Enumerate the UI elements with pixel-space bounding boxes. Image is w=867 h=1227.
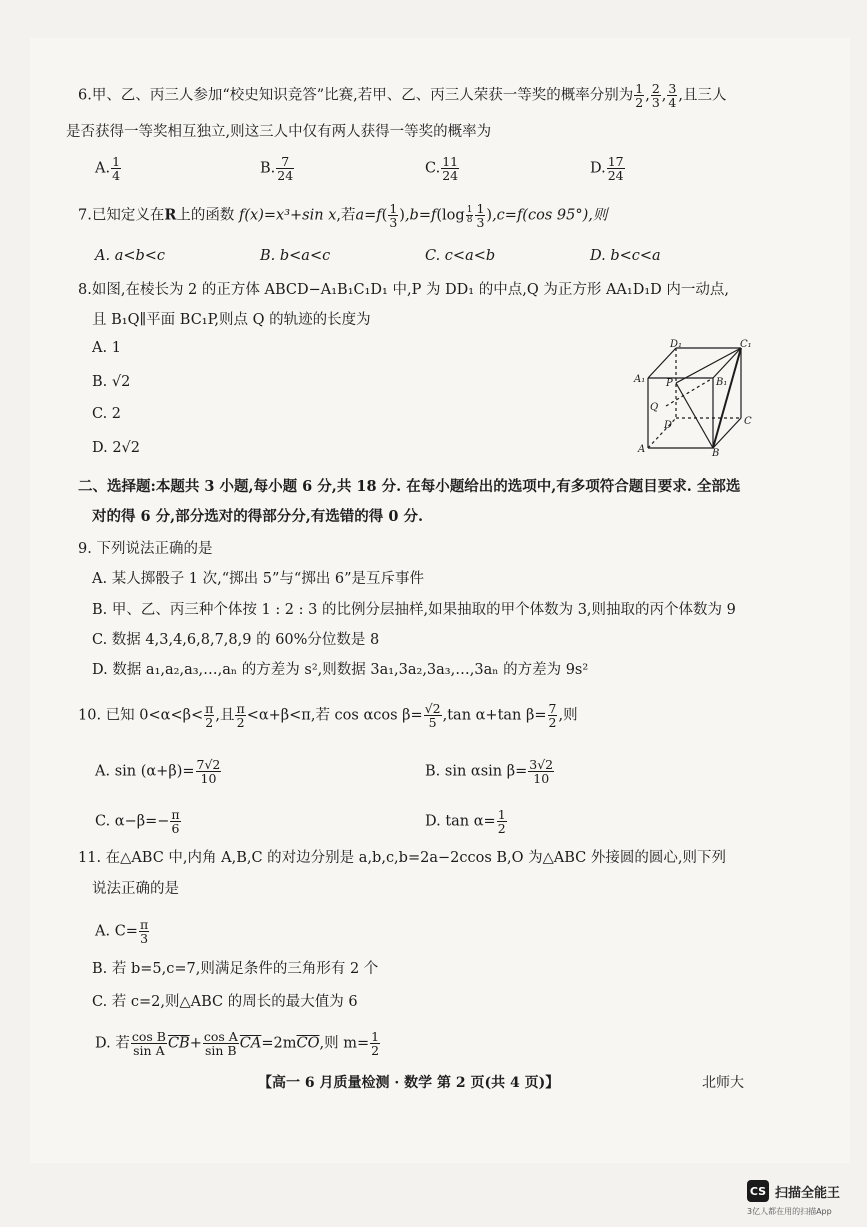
label-d1: D₁ xyxy=(670,339,683,350)
page-footer: 【高一 6 月质量检测 · 数学 第 2 页(共 4 页)】 xyxy=(258,1075,560,1091)
q10-option-b: B. sin αsin β= $\frac{3√2}{10}$ xyxy=(425,757,554,787)
q10-option-a: A. sin (α+β)= $\frac{7√2}{10}$ xyxy=(95,757,221,787)
label-c: C xyxy=(744,416,752,427)
q10-option-c: C. α−β=− $\frac{\pi}{6}$ xyxy=(95,807,180,837)
section2-line1: 二、选择题:本题共 3 小题,每小题 6 分,共 18 分. 在每小题给出的选项中,有多项符合题目要求. 全部选 xyxy=(78,478,741,495)
label-p: P xyxy=(666,378,673,389)
q11-option-b: B. 若 b=5,c=7,则满足条件的三角形有 2 个 xyxy=(92,961,379,977)
q6-frac1: $\frac{1}{2}$ xyxy=(635,81,644,111)
label-a: A xyxy=(638,444,646,455)
scanner-app-name: 扫描全能王 xyxy=(775,1185,841,1201)
section2-line2: 对的得 6 分,部分选对的得部分分,有选错的得 0 分. xyxy=(92,508,424,525)
q9-stem: 9. 下列说法正确的是 xyxy=(78,541,213,557)
q9-option-a: A. 某人掷骰子 1 次,“掷出 5”与“掷出 6”是互斥事件 xyxy=(92,571,425,587)
q7-option-a: A. a<b<c xyxy=(95,248,166,264)
q9-option-b: B. 甲、乙、丙三种个体按 1 : 2 : 3 的比例分层抽样,如果抽取的甲个体数为 3,则抽取的丙个体数为 9 xyxy=(92,602,736,618)
q8-option-b: B. √2 xyxy=(92,374,131,390)
q8-stem-line1: 8.如图,在棱长为 2 的正方体 ABCD−A₁B₁C₁D₁ 中,P 为 DD₁ 的中点,Q 为正方形 AA₁D₁D 内一动点, xyxy=(78,282,729,298)
q7-option-d: D. b<c<a xyxy=(590,248,661,264)
q7-stem: 7.已知定义在R上的函数 f(x)=x³+sin x,若a=f( $\frac{1}{3}$ ),b=f(log $\frac{1}{8}$ $\frac{1}{3}$ ),c=f(cos 95°),则 xyxy=(78,201,608,231)
q11-stem-line1: 11. 在△ABC 中,内角 A,B,C 的对边分别是 a,b,c,b=2a−2ccos B,O 为△ABC 外接圆的圆心,则下列 xyxy=(78,850,726,866)
label-c1: C₁ xyxy=(740,339,752,350)
q6-stem-line2: 是否获得一等奖相互独立,则这三人中仅有两人获得一等奖的概率为 xyxy=(66,124,492,140)
q6-option-d: D. $\frac{17}{24}$ xyxy=(590,154,624,184)
q9-option-d: D. 数据 a₁,a₂,a₃,…,aₙ 的方差为 s²,则数据 3a₁,3a₂,3a₃,…,3aₙ 的方差为 9s² xyxy=(92,662,589,678)
scanner-tagline: 3亿人都在用的扫描App xyxy=(747,1207,832,1216)
camscanner-logo-icon: CS xyxy=(747,1180,769,1202)
q10-option-d: D. tan α= $\frac{1}{2}$ xyxy=(425,807,506,837)
footer-edition: 北师大 xyxy=(702,1075,744,1091)
label-q: Q xyxy=(650,402,659,413)
q6-option-a: A. $\frac{1}{4}$ xyxy=(95,154,121,184)
q6-option-c: C. $\frac{11}{24}$ xyxy=(425,154,459,184)
cube-figure xyxy=(628,338,758,458)
q9-option-c: C. 数据 4,3,4,6,8,7,8,9 的 60%分位数是 8 xyxy=(92,632,380,648)
q7-option-b: B. b<a<c xyxy=(260,248,331,264)
label-b: B xyxy=(712,448,720,458)
q8-option-c: C. 2 xyxy=(92,406,122,422)
label-a1: A₁ xyxy=(634,374,646,385)
scanner-watermark xyxy=(747,1180,840,1202)
q10-stem: 10. 已知 0<α<β< $\frac{\pi}{2}$ ,且 $\frac{\pi}{2}$ <α+β<π,若 cos αcos β= $\frac{√2}{5}$ ,tan α+tan β= $\frac{7}{2}$ ,则 xyxy=(78,701,578,731)
q11-option-d: D. 若 $\frac{\text{cos B}}{\text{sin A}}$ $\overline{CB}+$ $\frac{\text{cos A}}{\text{sin B}}$ $\overline{CA}=2m\overline{CO}$,则 m= $\frac{1}{2}$ xyxy=(95,1029,380,1059)
q8-option-d: D. 2√2 xyxy=(92,440,141,456)
q8-option-a: A. 1 xyxy=(92,340,121,356)
q6-option-b: B. $\frac{7}{24}$ xyxy=(260,154,294,184)
q6-frac3: $\frac{3}{4}$ xyxy=(668,81,677,111)
q6-frac2: $\frac{2}{3}$ xyxy=(651,81,660,111)
label-b1: B₁ xyxy=(716,377,728,388)
q6-text: 6.甲、乙、丙三人参加“校史知识竞答”比赛,若甲、乙、丙三人荣获一等奖的概率分别为 xyxy=(78,87,634,104)
q8-stem-line2: 且 B₁Q∥平面 BC₁P,则点 Q 的轨迹的长度为 xyxy=(92,312,371,328)
q11-stem-line2: 说法正确的是 xyxy=(92,881,179,897)
label-d: D xyxy=(664,420,673,431)
q7-option-c: C. c<a<b xyxy=(425,248,496,264)
q11-option-c: C. 若 c=2,则△ABC 的周长的最大值为 6 xyxy=(92,994,358,1010)
q11-option-a: A. C= $\frac{\pi}{3}$ xyxy=(95,917,149,947)
q6-stem-line1: 6.甲、乙、丙三人参加“校史知识竞答”比赛,若甲、乙、丙三人荣获一等奖的概率分别为 $\frac{1}{2}$ , $\frac{2}{3}$ , $\frac{3}{4}$ ,且三人 xyxy=(78,81,727,111)
